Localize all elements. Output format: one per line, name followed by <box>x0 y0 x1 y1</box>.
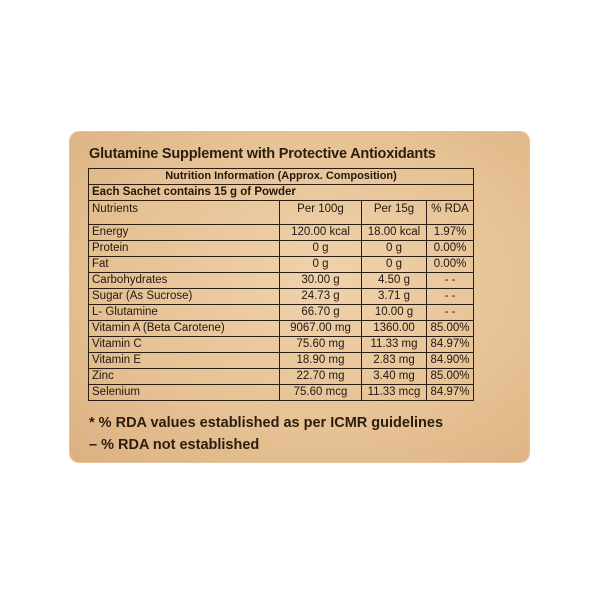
value-per-15g: 0 g <box>362 241 427 257</box>
nutrient-name: Zinc <box>89 369 280 385</box>
value-rda: - - <box>427 305 474 321</box>
value-per-15g: 18.00 kcal <box>362 225 427 241</box>
footnote-rda-icmr: * % RDA values established as per ICMR guidelines <box>89 415 444 431</box>
value-per-15g: 3.40 mg <box>362 369 427 385</box>
header-per-15g: Per 15g <box>362 201 427 225</box>
value-rda: 85.00% <box>427 369 474 385</box>
value-rda: 1.97% <box>427 225 474 241</box>
value-rda: 84.97% <box>427 337 474 353</box>
header-nutrients: Nutrients <box>89 201 280 225</box>
table-row <box>89 257 474 273</box>
value-per-100g: 9067.00 mg <box>280 321 362 337</box>
table-row <box>89 337 474 353</box>
nutrient-name: Vitamin C <box>89 337 280 353</box>
value-per-100g: 66.70 g <box>280 305 362 321</box>
value-per-100g: 0 g <box>280 241 362 257</box>
value-per-15g: 2.83 mg <box>362 353 427 369</box>
footnote-rda-not-established: – % RDA not established <box>89 437 260 453</box>
nutrient-name: Sugar (As Sucrose) <box>89 289 280 305</box>
value-per-15g: 3.71 g <box>362 289 427 305</box>
table-row <box>89 241 474 257</box>
value-per-15g: 1360.00 <box>362 321 427 337</box>
value-per-15g: 11.33 mcg <box>362 385 427 401</box>
nutrient-rows <box>89 225 474 401</box>
value-per-100g: 24.73 g <box>280 289 362 305</box>
value-rda: 0.00% <box>427 241 474 257</box>
value-rda: - - <box>427 289 474 305</box>
table-row <box>89 321 474 337</box>
value-rda: 0.00% <box>427 257 474 273</box>
value-per-100g: 75.60 mcg <box>280 385 362 401</box>
value-rda: 84.97% <box>427 385 474 401</box>
value-per-15g: 10.00 g <box>362 305 427 321</box>
value-per-15g: 11.33 mg <box>362 337 427 353</box>
value-rda: 85.00% <box>427 321 474 337</box>
value-per-15g: 0 g <box>362 257 427 273</box>
nutrient-name: Carbohydrates <box>89 273 280 289</box>
value-per-100g: 22.70 mg <box>280 369 362 385</box>
table-row <box>89 273 474 289</box>
table-row <box>89 225 474 241</box>
value-per-100g: 30.00 g <box>280 273 362 289</box>
label-heading: Glutamine Supplement with Protective Antioxidants <box>89 146 436 162</box>
table-row <box>89 353 474 369</box>
nutrient-name: Fat <box>89 257 280 273</box>
value-per-100g: 75.60 mg <box>280 337 362 353</box>
value-per-15g: 4.50 g <box>362 273 427 289</box>
value-per-100g: 18.90 mg <box>280 353 362 369</box>
table-header-row <box>89 201 474 225</box>
table-title: Nutrition Information (Approx. Composition) <box>89 169 474 185</box>
table-row <box>89 305 474 321</box>
nutrient-name: Protein <box>89 241 280 257</box>
value-rda: - - <box>427 273 474 289</box>
value-rda: 84.90% <box>427 353 474 369</box>
value-per-100g: 0 g <box>280 257 362 273</box>
table-row <box>89 385 474 401</box>
nutrient-name: L- Glutamine <box>89 305 280 321</box>
header-rda: % RDA <box>427 201 474 225</box>
nutrient-name: Energy <box>89 225 280 241</box>
table-row <box>89 289 474 305</box>
nutrition-table <box>88 168 474 401</box>
nutrient-name: Vitamin A (Beta Carotene) <box>89 321 280 337</box>
nutrient-name: Selenium <box>89 385 280 401</box>
table-row <box>89 369 474 385</box>
value-per-100g: 120.00 kcal <box>280 225 362 241</box>
header-per-100g: Per 100g <box>280 201 362 225</box>
sachet-info: Each Sachet contains 15 g of Powder <box>89 185 474 201</box>
nutrient-name: Vitamin E <box>89 353 280 369</box>
